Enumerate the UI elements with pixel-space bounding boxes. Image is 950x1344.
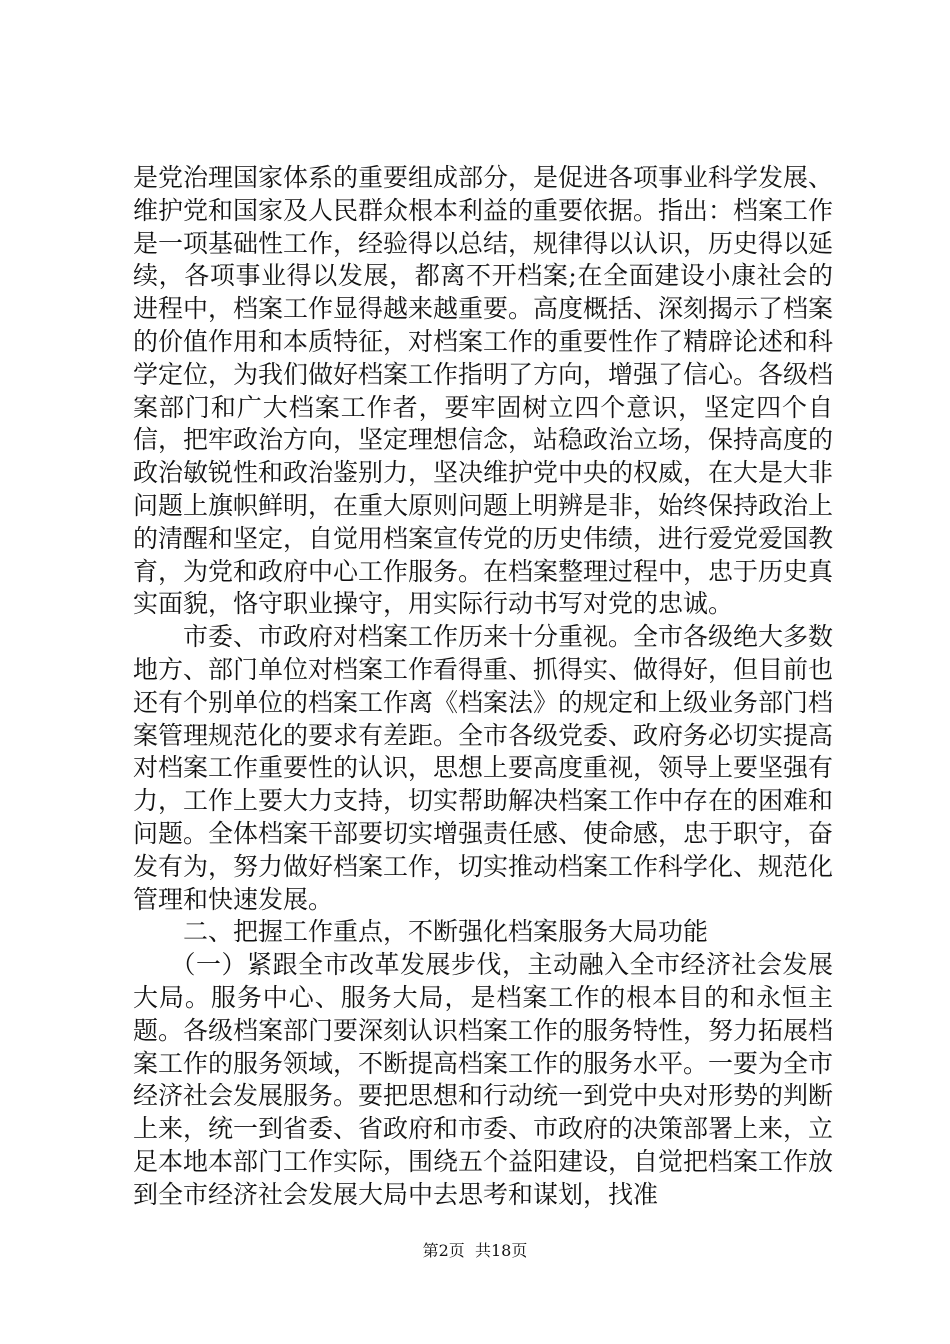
page-number: 第2页 xyxy=(422,1241,465,1260)
page-total: 共18页 xyxy=(474,1241,528,1260)
section-heading: 二、把握工作重点，不断强化档案服务大局功能 xyxy=(183,917,709,947)
paragraph: 市委、市政府对档案工作历来十分重视。全市各级绝大多数地方、部门单位对档案工作看得重、抓得实、做得好，但目前也还有个别单位的档案工作离《档案法》的规定和上级业务部门档案管理规范化的要求有差距。全市各级党委、政府务必切实提高对档案工作重要性的认识，思想上要高度重视，领导上要坚强有力，工作上要大力支持，切实帮助解决档案工作中存在的困难和问题。全体档案干部要切实增强责任感、使命感，忠于职守，奋发有为，努力做好档案工作，切实推动档案工作科学化、规范化管理和快速发展。 xyxy=(133,622,834,914)
footer-spacer xyxy=(465,1241,475,1260)
page-footer xyxy=(0,1241,950,1261)
document-body xyxy=(133,162,833,1212)
paragraph: （一）紧跟全市改革发展步伐，主动融入全市经济社会发展大局。服务中心、服务大局，是档案工作的根本目的和永恒主题。各级档案部门要深刻认识档案工作的服务特性，努力拓展档案工作的服务领域，不断提高档案工作的服务水平。一要为全市经济社会发展服务。要把思想和行动统一到党中央对形势的判断上来，统一到省委、省政府和市委、市政府的决策部署上来，立足本地本部门工作实际，围绕五个益阳建设，自觉把档案工作放到全市经济社会发展大局中去思考和谋划，找准 xyxy=(133,950,834,1209)
paragraph: 是党治理国家体系的重要组成部分，是促进各项事业科学发展、维护党和国家及人民群众根本利益的重要依据。指出：档案工作是一项基础性工作，经验得以总结，规律得以认识，历史得以延续，各项事业得以发展，都离不开档案;在全面建设小康社会的进程中，档案工作显得越来越重要。高度概括、深刻揭示了档案的价值作用和本质特征，对档案工作的重要性作了精辟论述和科学定位，为我们做好档案工作指明了方向，增强了信心。各级档案部门和广大档案工作者，要牢固树立四个意识，坚定四个自信，把牢政治方向，坚定理想信念，站稳政治立场，保持高度的政治敏锐性和政治鉴别力，坚决维护党中央的权威，在大是大非问题上旗帜鲜明，在重大原则问题上明辨是非，始终保持政治上的清醒和坚定，自觉用档案宣传党的历史伟绩，进行爱党爱国教育，为党和政府中心工作服务。在档案整理过程中，忠于历史真实面貌，恪守职业操守，用实际行动书写对党的忠诚。 xyxy=(133,163,834,619)
